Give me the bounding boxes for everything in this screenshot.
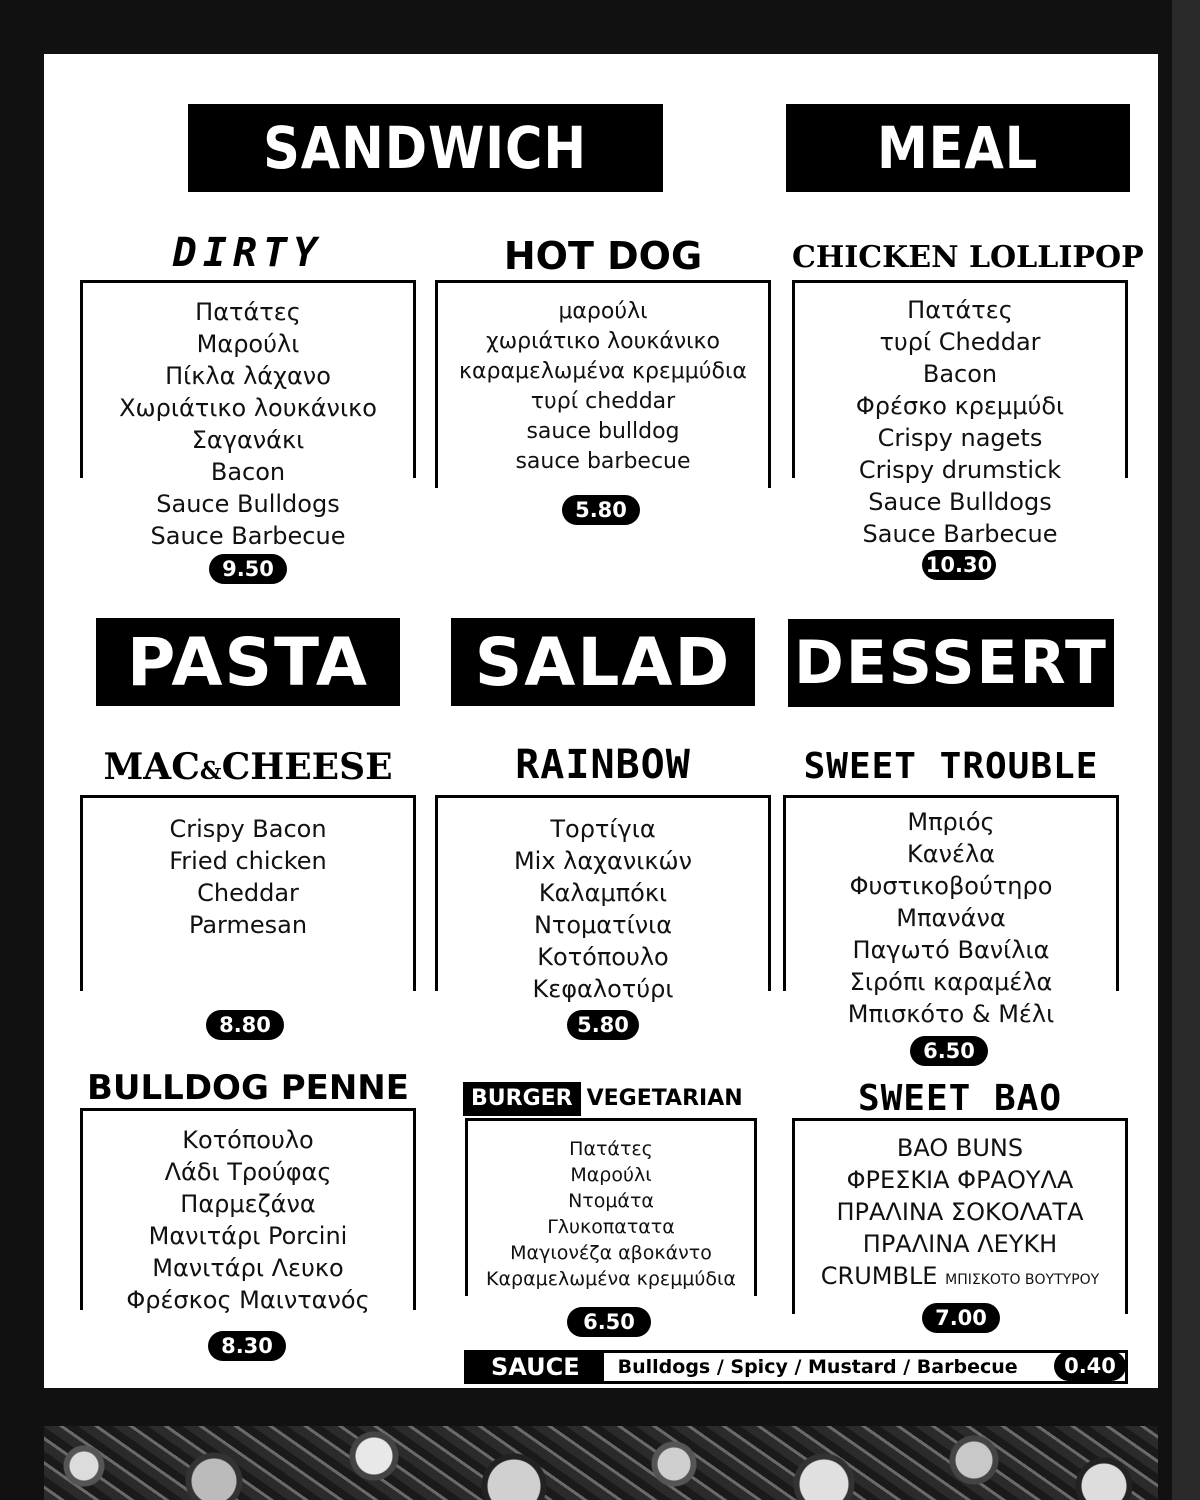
amp-label: & xyxy=(199,756,222,785)
decorative-doodle-art xyxy=(44,1426,1158,1500)
ingredient: Bacon xyxy=(210,458,286,486)
item-name-hotdog: HOT DOG xyxy=(503,234,703,278)
ingredients-sweet-trouble xyxy=(783,806,1119,1030)
ingredient: Καραμελωμένα κρεμμύδια xyxy=(486,1268,736,1290)
ingredient: ΠΡΑΛΙΝΑ ΣΟΚΟΛΑΤΑ xyxy=(836,1198,1084,1226)
ingredient: Parmesan xyxy=(188,911,308,939)
sauce-bar xyxy=(464,1350,1128,1384)
ingredients-bulldog-penne xyxy=(80,1124,416,1316)
ingredient: Κανέλα xyxy=(907,840,995,868)
ingredient: Crispy Bacon xyxy=(169,815,327,843)
price-badge-chicken-lollipop: 10.30 xyxy=(922,550,996,580)
item-name-chicken-lollipop: CHICKEN LOLLIPOP xyxy=(792,240,1144,275)
ingredient: Παγωτό Βανίλια xyxy=(852,936,1050,964)
ingredient: Πατάτες xyxy=(569,1138,653,1160)
ingredient: Φυστικοβούτηρο xyxy=(849,872,1053,900)
ingredients-mac-cheese xyxy=(80,813,416,941)
ingredient: Crispy nagets xyxy=(877,424,1043,452)
ingredient: ΦΡΕΣΚΙΑ ΦΡΑΟΥΛΑ xyxy=(846,1166,1074,1194)
ingredient: Σιρόπι καραμέλα xyxy=(849,968,1053,996)
item-name-sweet-trouble: SWEET TROUBLE xyxy=(803,746,1099,787)
mac-label: MAC xyxy=(103,746,200,788)
ingredients-sweet-bao xyxy=(792,1132,1128,1292)
ingredient: sauce barbecue xyxy=(515,449,691,474)
ingredient: Παρμεζάνα xyxy=(180,1190,316,1218)
category-sandwich: SANDWICH xyxy=(188,104,663,192)
ingredient: sauce bulldog xyxy=(526,419,680,444)
ingredient: ΠΡΑΛΙΝΑ ΛΕΥΚΗ xyxy=(862,1230,1058,1258)
crumble-note: ΜΠΙΣΚΟΤΟ ΒΟΥΤΥΡΟΥ xyxy=(945,1272,1100,1288)
ingredient: τυρί cheddar xyxy=(530,389,676,414)
category-pasta: PASTA xyxy=(96,618,400,706)
ingredients-burger-vegetarian xyxy=(465,1136,757,1292)
ingredient: Sauce Barbecue xyxy=(862,520,1058,548)
ingredient: Fried chicken xyxy=(169,847,327,875)
ingredient: Τορτίγια xyxy=(550,815,656,843)
ingredient: χωριάτικο λουκάνικο xyxy=(486,329,720,354)
price-badge-mac-cheese: 8.80 xyxy=(206,1010,284,1040)
price-badge-rainbow: 5.80 xyxy=(567,1010,639,1040)
ingredient: Γλυκοπατατα xyxy=(547,1216,675,1238)
ingredients-chicken-lollipop xyxy=(792,294,1128,550)
ingredient: Μπισκότο & Μέλι xyxy=(847,1000,1055,1028)
item-name-bulldog-penne: BULLDOG PENNE xyxy=(86,1068,409,1108)
sauce-options: Bulldogs / Spicy / Mustard / Barbecue xyxy=(617,1356,1018,1378)
ingredient: Sauce Bulldogs xyxy=(868,488,1052,516)
crumble-label: CRUMBLE xyxy=(820,1262,938,1290)
category-meal: MEAL xyxy=(786,104,1130,192)
ingredient: Λάδι Τρούφας xyxy=(164,1158,332,1186)
ingredient-crumble xyxy=(792,1260,1128,1292)
ingredient: Mix λαχανικών xyxy=(513,847,693,875)
ingredient: Καλαμπόκι xyxy=(538,879,668,907)
ingredient: Μαρούλι xyxy=(570,1164,652,1186)
ingredient: Σαγανάκι xyxy=(191,426,305,454)
ingredient: Cheddar xyxy=(197,879,299,907)
ingredient: Μπριός xyxy=(907,808,995,836)
ingredient: Μανιτάρι Porcini xyxy=(148,1222,348,1250)
ingredient: Πατάτες xyxy=(907,296,1013,324)
ingredient: Πατάτες xyxy=(195,298,301,326)
price-badge-sauce: 0.40 xyxy=(1054,1351,1126,1381)
ingredient: Crispy drumstick xyxy=(858,456,1062,484)
ingredients-dirty xyxy=(80,296,416,552)
price-badge-hotdog: 5.80 xyxy=(562,495,640,525)
ingredient: Χωριάτικο λουκάνικο xyxy=(119,394,377,422)
item-name-sweet-bao: SWEET BAO xyxy=(857,1078,1063,1119)
ingredient: Μανιτάρι Λευκο xyxy=(152,1254,344,1282)
ingredients-rainbow xyxy=(435,813,771,1005)
ingredient: Ντομάτα xyxy=(568,1190,654,1212)
item-name-dirty: DIRTY xyxy=(172,230,324,276)
ingredient: τυρί Cheddar xyxy=(879,328,1041,356)
category-dessert: DESSERT xyxy=(788,619,1114,707)
right-border xyxy=(1172,0,1200,1500)
ingredient: Κοτόπουλο xyxy=(182,1126,314,1154)
price-badge-dirty: 9.50 xyxy=(209,554,287,584)
item-name-mac-cheese xyxy=(80,746,416,788)
ingredient: Πίκλα λάχανο xyxy=(165,362,331,390)
price-badge-sweet-bao: 7.00 xyxy=(922,1303,1000,1333)
ingredient: Sauce Barbecue xyxy=(150,522,346,550)
category-salad: SALAD xyxy=(451,618,755,706)
ingredient: Φρέσκο κρεμμύδι xyxy=(855,392,1065,420)
ingredient: Bacon xyxy=(922,360,998,388)
ingredient: Μαρούλι xyxy=(196,330,300,358)
ingredient: καραμελωμένα κρεμμύδια xyxy=(459,359,747,384)
vegetarian-label: VEGETARIAN xyxy=(586,1086,743,1111)
ingredient: Κοτόπουλο xyxy=(537,943,669,971)
price-badge-burger-vegetarian: 6.50 xyxy=(567,1307,651,1337)
ingredient: Ντοματίνια xyxy=(533,911,673,939)
item-name-burger-vegetarian xyxy=(463,1082,757,1116)
ingredient: Φρέσκος Μαιντανός xyxy=(126,1286,370,1314)
price-badge-sweet-trouble: 6.50 xyxy=(910,1036,988,1066)
ingredient: Μπανάνα xyxy=(896,904,1006,932)
ingredient: Κεφαλοτύρι xyxy=(532,975,674,1003)
item-name-rainbow: RAINBOW xyxy=(515,742,691,788)
ingredient: Sauce Bulldogs xyxy=(156,490,340,518)
ingredients-hotdog xyxy=(435,297,771,477)
cheese-label: CHEESE xyxy=(221,746,393,788)
burger-label: BURGER xyxy=(463,1082,581,1116)
ingredient: μαρούλι xyxy=(558,299,648,324)
ingredient: Μαγιονέζα αβοκάντο xyxy=(510,1242,712,1264)
sauce-label: SAUCE xyxy=(467,1353,604,1381)
price-badge-bulldog-penne: 8.30 xyxy=(208,1331,286,1361)
ingredient: BAO BUNS xyxy=(896,1134,1024,1162)
